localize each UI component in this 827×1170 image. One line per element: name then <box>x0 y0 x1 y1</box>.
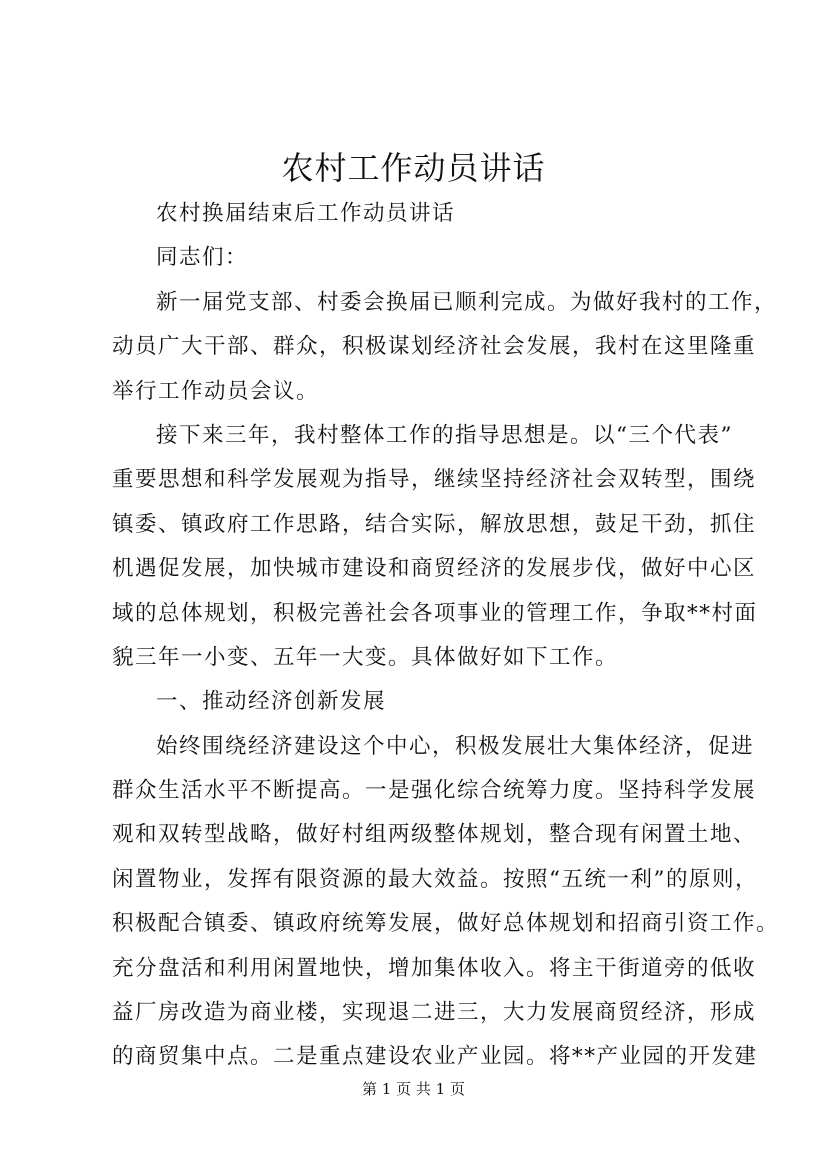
paragraph-line: 举行工作动员会议。 <box>112 378 320 404</box>
paragraph-line: 貌三年一小变、五年一大变。具体做好如下工作。 <box>112 644 619 670</box>
salutation-line: 同志们： <box>156 245 249 271</box>
page-footer: 第 1 页 共 1 页 <box>362 1080 465 1098</box>
paragraph-line: 接下来三年，我村整体工作的指导思想是。以“三个代表” <box>156 422 733 448</box>
paragraph-line: 益厂房改造为商业楼，实现退二进三，大力发展商贸经济，形成 <box>112 1000 757 1026</box>
paragraph-line: 重要思想和科学发展观为指导，继续坚持经济社会双转型，围绕 <box>112 467 757 493</box>
paragraph-line: 群众生活水平不断提高。一是强化综合统筹力度。坚持科学发展 <box>112 778 757 804</box>
section-heading: 一、推动经济创新发展 <box>156 689 387 715</box>
paragraph-line: 始终围绕经济建设这个中心，积极发展壮大集体经济，促进 <box>156 733 755 759</box>
paragraph-line: 闲置物业，发挥有限资源的最大效益。按照“五统一利”的原则， <box>112 866 758 892</box>
paragraph-line: 充分盘活和利用闲置地快，增加集体收入。将主干街道旁的低收 <box>112 955 757 981</box>
paragraph-line: 机遇促发展，加快城市建设和商贸经济的发展步伐，做好中心区 <box>112 556 757 582</box>
paragraph-line: 观和双转型战略，做好村组两级整体规划，整合现有闲置土地、 <box>112 822 757 848</box>
paragraph-line: 新一届党支部、村委会换届已顺利完成。为做好我村的工作， <box>156 289 778 315</box>
paragraph-line: 域的总体规划，积极完善社会各项事业的管理工作，争取**村面 <box>112 600 758 626</box>
subtitle-line: 农村换届结束后工作动员讲话 <box>156 201 456 226</box>
document-title: 农村工作动员讲话 <box>281 149 546 187</box>
paragraph-line: 动员广大干部、群众，积极谋划经济社会发展，我村在这里隆重 <box>112 334 757 360</box>
paragraph-line: 积极配合镇委、镇政府统筹发展，做好总体规划和招商引资工作。 <box>112 911 780 937</box>
document-body <box>112 192 780 1080</box>
paragraph-line: 镇委、镇政府工作思路，结合实际，解放思想，鼓足干劲，抓住 <box>112 511 757 537</box>
paragraph-line: 的商贸集中点。二是重点建设农业产业园。将**产业园的开发建 <box>112 1044 758 1070</box>
